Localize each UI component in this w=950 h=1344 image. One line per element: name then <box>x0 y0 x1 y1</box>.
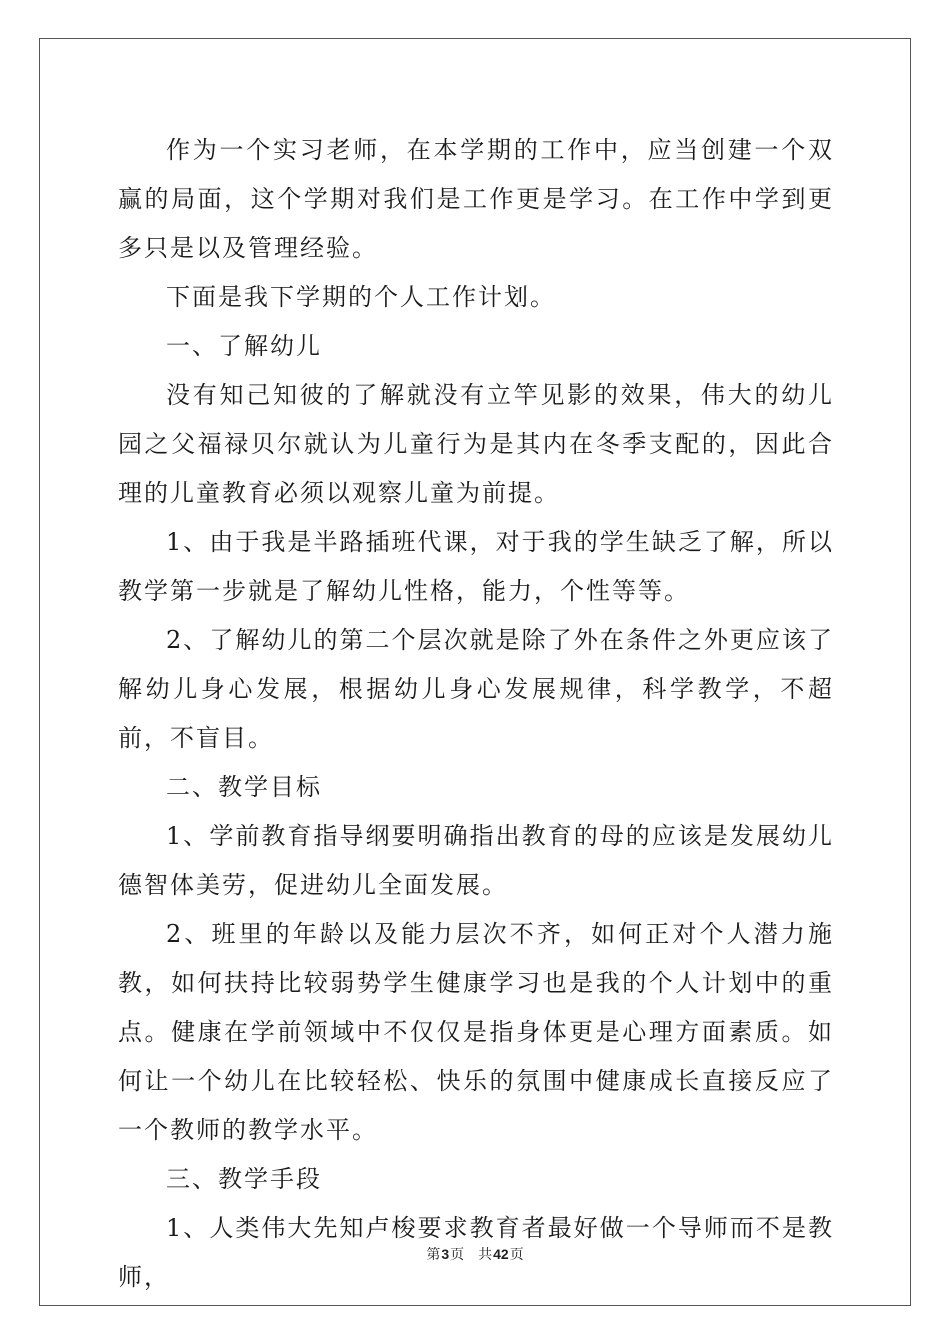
paragraph-plan-lead: 下面是我下学期的个人工作计划。 <box>166 283 556 311</box>
footer-page-unit: 页 <box>450 1247 465 1263</box>
footer-total-prefix: 共 <box>478 1247 493 1263</box>
list-item-2-1: 1、学前教育指导纲要明确指出教育的母的应该是发展幼儿德智体美劳，促进幼儿全面发展。 <box>118 822 834 899</box>
paragraph-intro: 作为一个实习老师，在本学期的工作中，应当创建一个双赢的局面，这个学期对我们是工作更是学习。在工作中学到更多只是以及管理经验。 <box>118 136 834 262</box>
list-item-2-2: 2、班里的年龄以及能力层次不齐，如何正对个人潜力施教，如何扶持比较弱势学生健康学习也是我的个人计划中的重点。健康在学前领域中不仅仅是指身体更是心理方面素质。如何让一个幼儿在比较轻松、快乐的氛围中健康成长直接反应了一个教师的教学水平。 <box>118 920 834 1144</box>
list-item-1-1: 1、由于我是半路插班代课，对于我的学生缺乏了解，所以教学第一步就是了解幼儿性格，能力，个性等等。 <box>118 528 834 605</box>
section-heading-1: 一、了解幼儿 <box>166 332 322 360</box>
document-body <box>118 126 834 1302</box>
footer-page-total: 42 <box>493 1246 509 1262</box>
paragraph-understand-children: 没有知己知彼的了解就没有立竿见影的效果，伟大的幼儿园之父福禄贝尔就认为儿童行为是其内在冬季支配的，因此合理的儿童教育必须以观察儿童为前提。 <box>118 381 834 507</box>
section-heading-2: 二、教学目标 <box>166 773 322 801</box>
list-item-3-1: 1、人类伟大先知卢梭要求教育者最好做一个导师而不是教师， <box>118 1214 834 1291</box>
footer-page-current: 3 <box>441 1246 450 1262</box>
footer-total-unit: 页 <box>509 1247 524 1263</box>
section-heading-3: 三、教学手段 <box>166 1165 322 1193</box>
footer-page-prefix: 第 <box>426 1247 441 1263</box>
page-footer <box>0 1244 950 1264</box>
list-item-1-2: 2、了解幼儿的第二个层次就是除了外在条件之外更应该了解幼儿身心发展，根据幼儿身心发展规律，科学教学，不超前，不盲目。 <box>118 626 834 752</box>
